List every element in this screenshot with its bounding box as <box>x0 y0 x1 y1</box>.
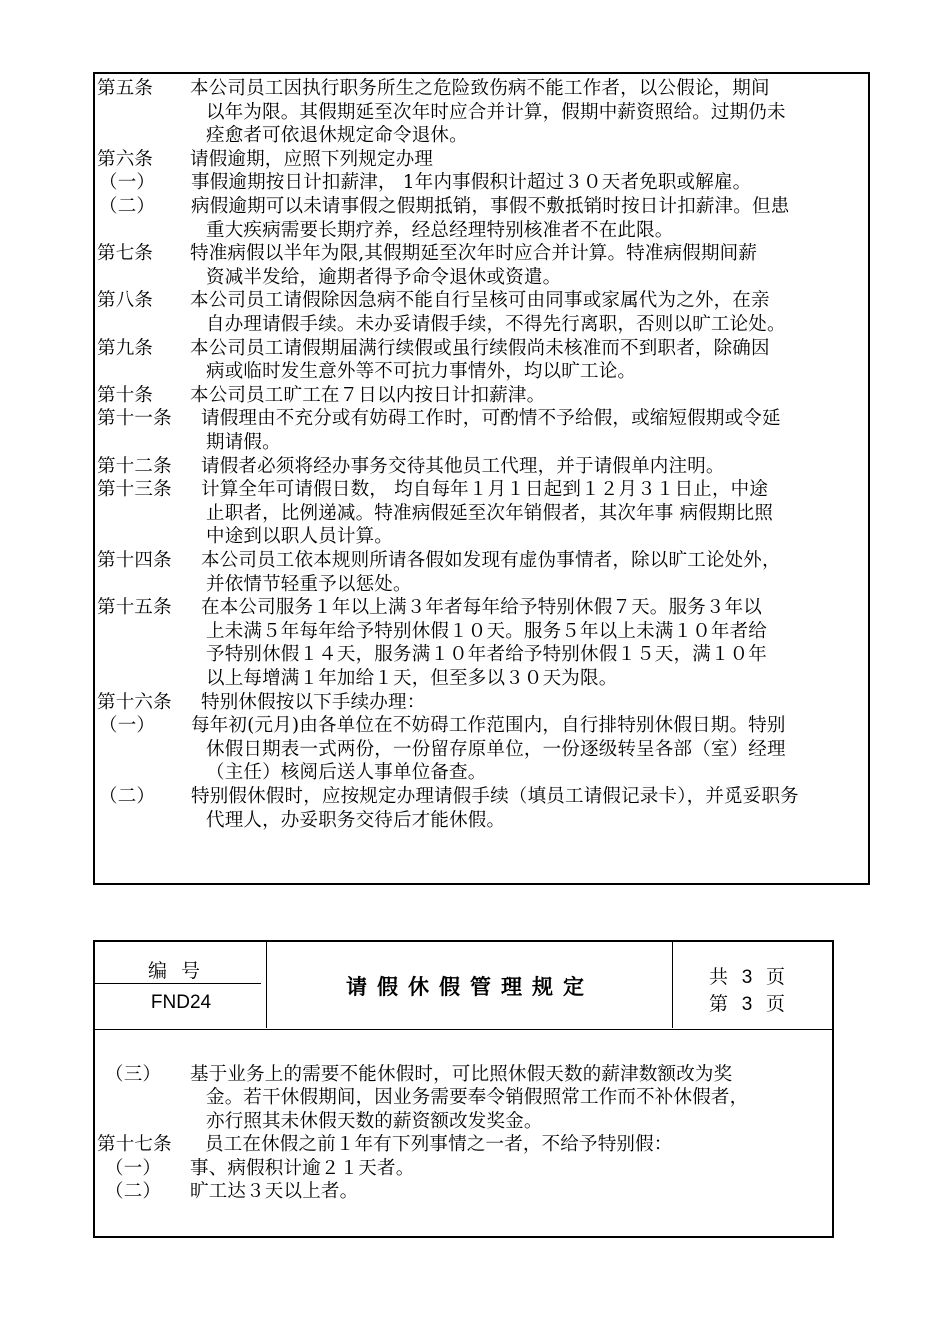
article-text-line: 本公司员工依本规则所请各假如发现有虚伪事情者，除以旷工论处外， <box>201 550 781 571</box>
article-text-line: 并依情节轻重予以惩处。 <box>206 573 412 595</box>
article-text-line: 金。若干休假期间，因业务需要奉令销假照常工作而不补休假者， <box>206 1087 749 1109</box>
article-text-line: 上未满５年每年给予特别休假１０天。服务５年以上未满１０年者给 <box>206 620 768 642</box>
article-text-line: 本公司员工请假期届满行续假或虽行续假尚未核准而不到职者，除确因 <box>190 337 770 359</box>
article-text-line: 员工在休假之前１年有下列事情之一者，不给予特别假： <box>205 1134 673 1156</box>
article-text-line: 休假日期表一式两份，一份留存原单位，一份逐级转呈各部（室）经理 <box>206 738 786 760</box>
article-text-line: 自办理请假手续。未办妥请假手续，不得先行离职，否则以旷工论处。 <box>206 314 786 335</box>
article-text-line: （主任）核阅后送人事单位备查。 <box>206 762 487 784</box>
regulation-continuation-box <box>95 942 832 1236</box>
article-text-line: 在本公司服务１年以上满３年者每年给予特别休假７天。服务３年以 <box>201 597 763 619</box>
article-number: 第十五条 <box>97 597 172 619</box>
article-text-line: 以年为限。其假期延至次年时应合并计算，假期中薪资照给。过期仍未 <box>206 101 786 123</box>
article-text-line: 本公司员工请假除因急病不能自行呈核可由同事或家属代为之外，在亲 <box>190 290 770 312</box>
article-text-line: 资减半发给，逾期者得予命令退休或资遣。 <box>206 266 562 288</box>
article-text-line: 亦行照其未休假天数的薪资额改发奖金。 <box>206 1110 543 1132</box>
article-text-line: 予特别休假１４天，服务满１０年者给予特别休假１５天，满１０年 <box>206 644 768 666</box>
article-number: 第十二条 <box>97 455 172 477</box>
article-number: （二） <box>99 196 156 217</box>
article-text-line: 请假者必须将经办事务交待其他员工代理，并于请假单内注明。 <box>201 455 725 477</box>
article-text-line: 病假逾期可以未请事假之假期抵销，事假不敷抵销时按日计扣薪津。但患 <box>191 196 790 217</box>
article-text-line: 基于业务上的需要不能休假时，可比照休假天数的薪津数额改为奖 <box>190 1064 733 1085</box>
article-number: 第十三条 <box>97 479 172 501</box>
article-text-line: 以上每增满１年加给１天，但至多以３０天为限。 <box>206 668 618 689</box>
current-page-prefix: 第 <box>709 993 729 1015</box>
article-number: 第八条 <box>97 290 154 312</box>
document-code-value: FND24 <box>150 992 212 1013</box>
article-text-line: 特别休假按以下手续办理： <box>201 691 426 713</box>
article-text-line: 事、病假积计逾２１天者。 <box>190 1157 415 1179</box>
article-number: 第十条 <box>97 384 154 406</box>
current-page-suffix: 页 <box>766 993 786 1015</box>
article-number: 第九条 <box>97 337 154 359</box>
article-number: （三） <box>105 1064 162 1085</box>
article-text-line: 中途到以职人员计算。 <box>206 526 394 548</box>
article-text-line: 事假逾期按日计扣薪津， 1年内事假积计超过３０天者免职或解雇。 <box>191 172 752 194</box>
article-number: （二） <box>105 1181 162 1202</box>
article-text-line: 重大疾病需要长期疗养，经总经理特别核准者不在此限。 <box>206 219 674 241</box>
article-text-line: 请假逾期，应照下列规定办理 <box>190 148 434 170</box>
article-number: 第十四条 <box>97 550 172 571</box>
article-text-line: 痊愈者可依退休规定命令退休。 <box>206 125 468 147</box>
article-number: （一） <box>99 172 156 194</box>
article-number: （一） <box>105 1157 162 1179</box>
article-text-line: 特别假休假时，应按规定办理请假手续（填员工请假记录卡），并觅妥职务 <box>191 786 799 807</box>
article-text-line: 特准病假以半年为限,其假期延至次年时应合并计算。特准病假期间薪 <box>190 243 758 265</box>
article-number: （一） <box>99 715 156 737</box>
document-title: 请假休假管理规定 <box>346 974 594 999</box>
regulation-text-box <box>93 72 870 885</box>
current-page-value: 3 <box>741 994 753 1015</box>
document-code-label: 编号 <box>147 960 214 982</box>
total-pages-value: 3 <box>741 967 753 988</box>
article-number: 第十一条 <box>97 408 172 430</box>
article-text-line: 请假理由不充分或有妨碍工作时，可酌情不予给假，或缩短假期或令延 <box>201 408 781 430</box>
article-number: 第十七条 <box>97 1134 172 1156</box>
document-header-box <box>93 940 834 1238</box>
article-text-line: 本公司员工旷工在７日以内按日计扣薪津。 <box>190 384 546 406</box>
total-pages-suffix: 页 <box>766 966 786 988</box>
total-pages-prefix: 共 <box>709 966 729 988</box>
article-number: 第十六条 <box>97 691 172 713</box>
article-text-line: 病或临时发生意外等不可抗力事情外，均以旷工论。 <box>206 361 637 383</box>
article-number: （二） <box>99 786 156 807</box>
article-text-line: 计算全年可请假日数， 均自每年１月１日起到１２月３１日止，中途 <box>201 479 769 501</box>
article-number: 第七条 <box>97 243 154 265</box>
article-text-line: 本公司员工因执行职务所生之危险致伤病不能工作者，以公假论，期间 <box>190 78 770 99</box>
article-text-line: 止职者，比例递减。特准病假延至次年销假者，其次年事 病假期比照 <box>206 502 774 524</box>
article-text-line: 代理人，办妥职务交待后才能休假。 <box>206 809 506 831</box>
article-number: 第六条 <box>97 148 154 170</box>
article-number: 第五条 <box>97 78 154 99</box>
article-text-line: 每年初(元月)由各单位在不妨碍工作范围内，自行排特别休假日期。特别 <box>191 715 786 737</box>
article-text-line: 期请假。 <box>206 432 281 453</box>
article-text-line: 旷工达３天以上者。 <box>190 1181 359 1202</box>
